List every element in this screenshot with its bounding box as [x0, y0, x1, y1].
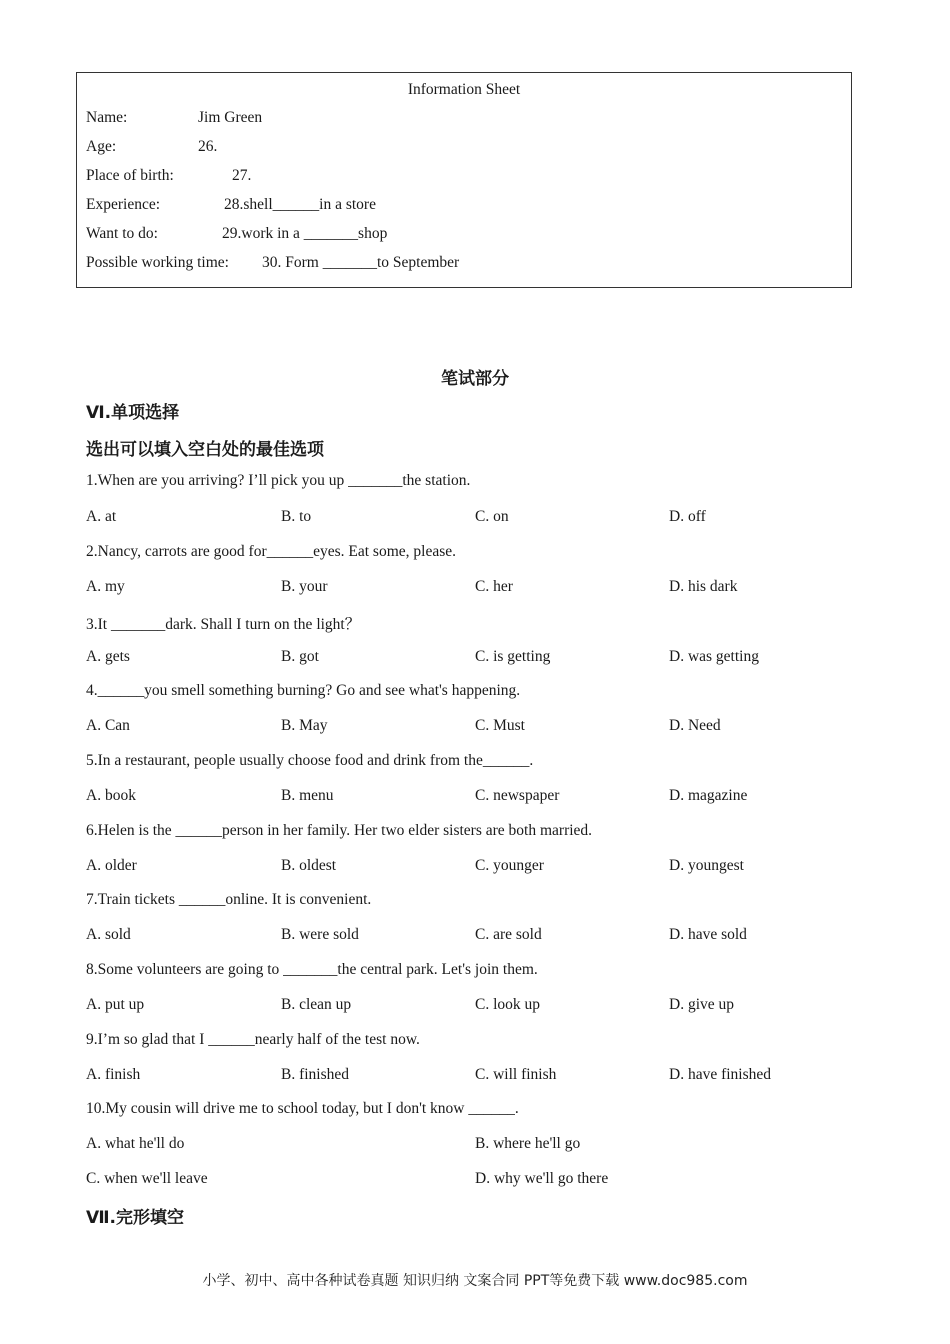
- question: 9.I’m so glad that I ______nearly half of the test now.: [86, 1031, 420, 1048]
- info-label: Age:: [86, 138, 117, 155]
- part6-heading: Ⅵ.单项选择: [86, 403, 180, 423]
- option-a: A. gets: [86, 648, 130, 665]
- question: 6.Helen is the ______person in her family. Her two elder sisters are both married.: [86, 822, 593, 839]
- option-b: B. May: [281, 717, 328, 734]
- option-b: B. clean up: [281, 996, 352, 1013]
- option-c: C. her: [475, 578, 513, 595]
- option-b: B. oldest: [281, 857, 337, 874]
- option-c: C. will finish: [475, 1066, 557, 1083]
- info-label: Name:: [86, 109, 128, 126]
- option-c: C. look up: [475, 996, 541, 1013]
- option-d: D. magazine: [669, 787, 748, 804]
- option-a: A. at: [86, 508, 117, 525]
- option-c: C. is getting: [475, 648, 551, 665]
- option-b: B. finished: [281, 1066, 350, 1083]
- info-value: 28.shell______in a store: [224, 196, 376, 213]
- option-d: D. his dark: [669, 578, 738, 595]
- option-a: A. my: [86, 578, 125, 595]
- option-a: A. Can: [86, 717, 130, 734]
- info-label: Place of birth:: [86, 167, 174, 184]
- option-b: B. your: [281, 578, 328, 595]
- option-c: C. Must: [475, 717, 525, 734]
- option-d: D. give up: [669, 996, 735, 1013]
- option-d: D. have sold: [669, 926, 747, 943]
- option-d: D. have finished: [669, 1066, 772, 1083]
- option-d: D. off: [669, 508, 706, 525]
- option-d: D. was getting: [669, 648, 759, 665]
- question: 7.Train tickets ______online. It is convenient.: [86, 891, 372, 908]
- question: 8.Some volunteers are going to _______the central park. Let's join them.: [86, 961, 538, 978]
- question: 3.It _______dark. Shall I turn on the light？: [86, 616, 361, 633]
- option-a: A. finish: [86, 1066, 141, 1083]
- option-a: A. what he'll do: [86, 1135, 185, 1152]
- option-d: D. Need: [669, 717, 721, 734]
- option-a: A. older: [86, 857, 137, 874]
- info-sheet-title: Information Sheet: [407, 81, 521, 98]
- option-b: B. where he'll go: [475, 1135, 581, 1152]
- option-d: D. youngest: [669, 857, 744, 874]
- question: 4.______you smell something burning? Go and see what's happening.: [86, 682, 521, 699]
- part6-instruction: 选出可以填入空白处的最佳选项: [86, 440, 324, 460]
- option-a: A. put up: [86, 996, 145, 1013]
- option-c: C. are sold: [475, 926, 542, 943]
- info-label: Want to do:: [86, 225, 158, 242]
- info-value: 27.: [232, 167, 252, 184]
- info-value: Jim Green: [198, 109, 263, 126]
- option-c: C. younger: [475, 857, 544, 874]
- question: 1.When are you arriving? I’ll pick you up _______the station.: [86, 472, 471, 489]
- question: 5.In a restaurant, people usually choose food and drink from the______.: [86, 752, 534, 769]
- option-c: C. when we'll leave: [86, 1170, 208, 1187]
- option-b: B. were sold: [281, 926, 359, 943]
- info-value: 30. Form _______to September: [262, 254, 460, 271]
- option-b: B. menu: [281, 787, 334, 804]
- question: 10.My cousin will drive me to school today, but I don't know ______.: [86, 1100, 519, 1117]
- information-sheet: [76, 72, 852, 288]
- option-d: D. why we'll go there: [475, 1170, 609, 1187]
- info-label: Experience:: [86, 196, 161, 213]
- option-b: B. to: [281, 508, 312, 525]
- option-b: B. got: [281, 648, 319, 665]
- option-a: A. sold: [86, 926, 131, 943]
- info-value: 29.work in a _______shop: [222, 225, 388, 242]
- option-c: C. newspaper: [475, 787, 560, 804]
- part7-heading: Ⅶ.完形填空: [86, 1208, 185, 1228]
- question: 2.Nancy, carrots are good for______eyes. Eat some, please.: [86, 543, 457, 560]
- option-c: C. on: [475, 508, 509, 525]
- info-label: Possible working time:: [86, 254, 229, 271]
- page-footer: 小学、初中、高中各种试卷真题 知识归纳 文案合同 PPT等免费下载 www.doc985.com: [202, 1273, 748, 1289]
- info-value: 26.: [198, 138, 218, 155]
- section-title: 笔试部分: [441, 369, 509, 389]
- option-a: A. book: [86, 787, 136, 804]
